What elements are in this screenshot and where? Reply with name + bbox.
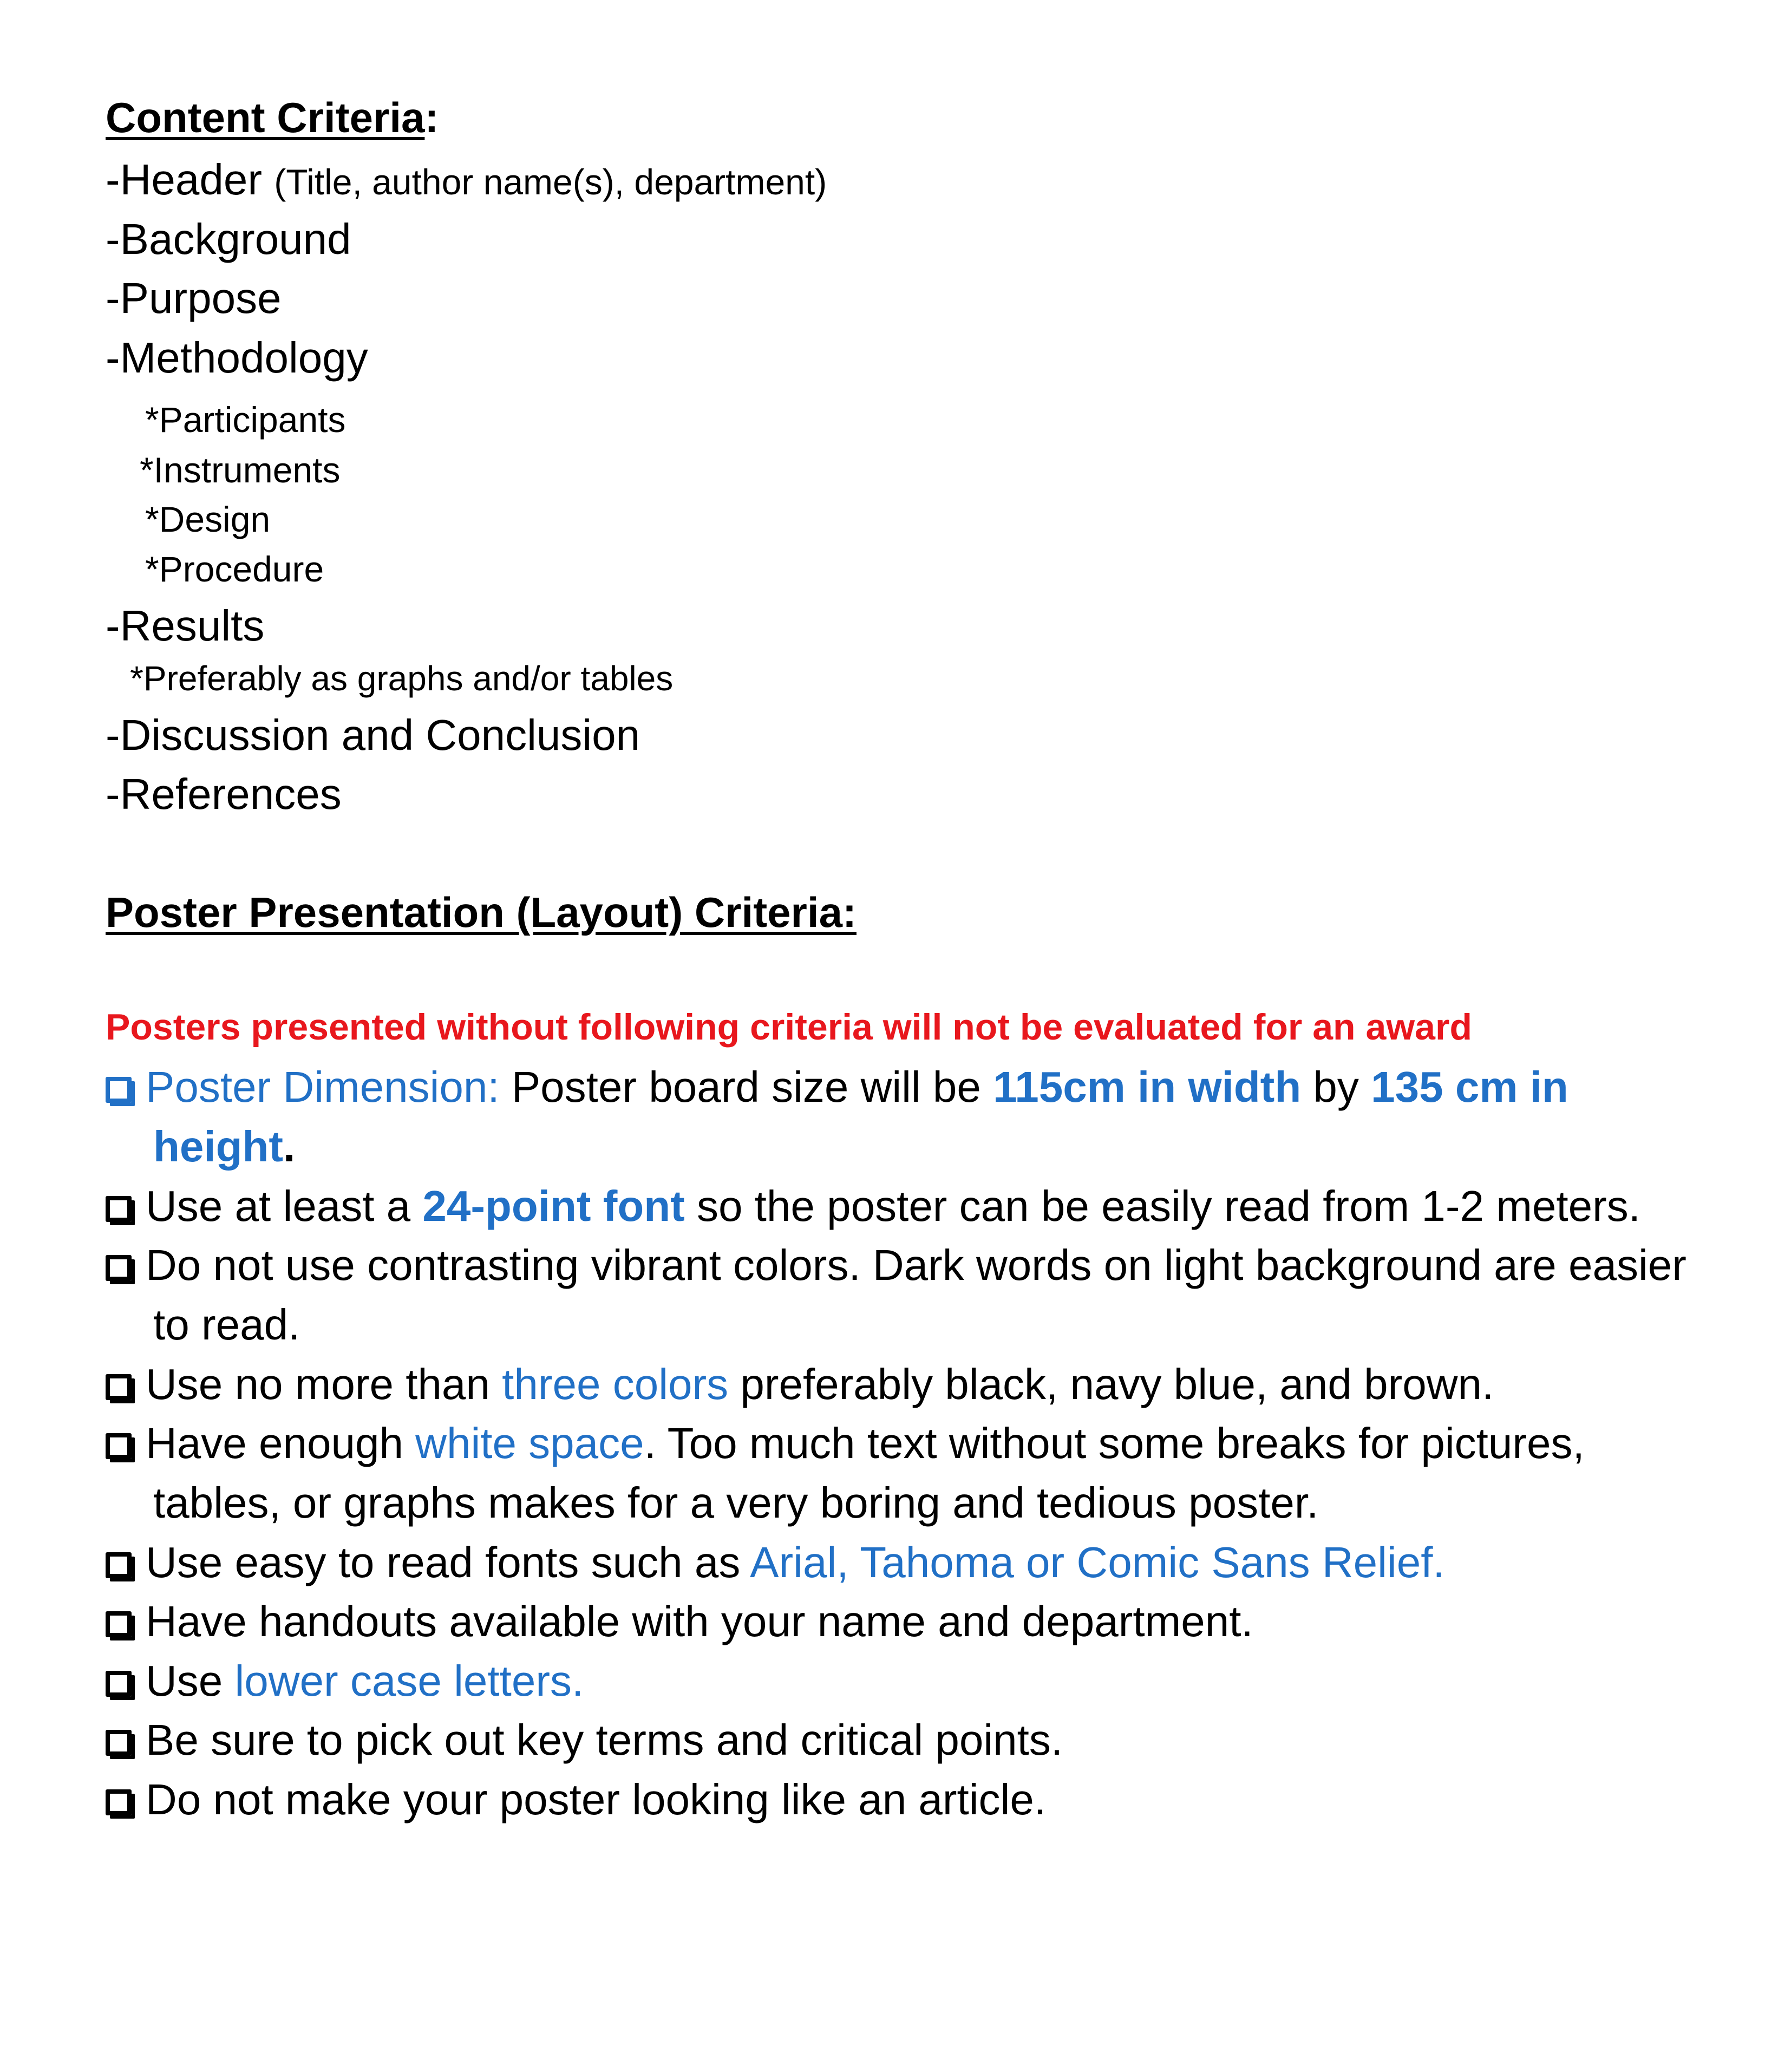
checklist-item-colors-contrast-cont: to read.	[153, 1300, 300, 1349]
checklist-item-lower-case	[106, 1656, 584, 1706]
checklist-item-white-space	[106, 1419, 1585, 1468]
criteria-item-results: -Results	[106, 602, 265, 650]
checklist-item-font-size	[106, 1181, 1640, 1231]
header-note: (Title, author name(s), department)	[274, 162, 827, 202]
dimension-text: Poster board size will be	[499, 1063, 993, 1111]
checkbox-icon[interactable]	[106, 1611, 132, 1637]
checkbox-icon[interactable]	[106, 1730, 132, 1756]
dimension-by: by	[1301, 1063, 1371, 1111]
font-size-post: so the poster can be easily read from 1-2 meters.	[684, 1182, 1640, 1230]
white-space-pre: Have enough	[146, 1419, 416, 1467]
lower-case-post: .	[571, 1657, 584, 1705]
content-criteria-heading-line	[106, 93, 439, 142]
criteria-item-background: -Background	[106, 215, 351, 263]
checklist-item-three-colors	[106, 1359, 1494, 1409]
white-space-post: . Too much text without some breaks for pictures,	[644, 1419, 1585, 1467]
checkbox-icon[interactable]	[106, 1255, 132, 1281]
checkbox-icon[interactable]	[106, 1671, 132, 1697]
checklist-item-dimension-cont	[153, 1122, 295, 1172]
font-size-highlight: 24-point font	[422, 1182, 685, 1230]
fonts-highlight: Arial, Tahoma or Comic Sans Relief	[750, 1538, 1433, 1586]
sub-item-procedure: *Procedure	[145, 549, 324, 589]
sub-item-participants: *Participants	[145, 400, 346, 440]
award-warning: Posters presented without following criteria will not be evaluated for an award	[106, 1006, 1473, 1048]
layout-criteria-heading: Poster Presentation (Layout) Criteria:	[106, 888, 857, 936]
results-note: *Preferably as graphs and/or tables	[130, 659, 674, 698]
checklist-item-handouts	[106, 1597, 1253, 1646]
criteria-item-header	[106, 155, 827, 205]
checkbox-icon[interactable]	[106, 1789, 132, 1815]
checkbox-icon[interactable]	[106, 1374, 132, 1400]
fonts-post: .	[1433, 1538, 1445, 1586]
sub-item-design: *Design	[145, 499, 271, 539]
contrast-text: Do not use contrasting vibrant colors. Dark words on light background are easier	[146, 1241, 1686, 1289]
checklist-item-article	[106, 1775, 1046, 1825]
checklist-item-dimension	[106, 1062, 1568, 1112]
checklist-item-key-terms	[106, 1715, 1063, 1765]
criteria-item-purpose: -Purpose	[106, 274, 282, 322]
criteria-item-discussion: -Discussion and Conclusion	[106, 711, 640, 759]
content-criteria-heading: Content Criteria	[106, 94, 425, 141]
lower-case-pre: Use	[146, 1657, 235, 1705]
lower-case-highlight: lower case letters	[234, 1657, 572, 1705]
heading-colon: :	[424, 94, 439, 141]
three-colors-pre: Use no more than	[146, 1360, 502, 1408]
checklist-item-colors-contrast	[106, 1240, 1686, 1290]
checkbox-icon[interactable]	[106, 1196, 132, 1222]
font-size-pre: Use at least a	[146, 1182, 423, 1230]
dimension-period: .	[283, 1122, 296, 1171]
three-colors-highlight: three colors	[502, 1360, 729, 1408]
key-terms-text: Be sure to pick out key terms and critical points.	[146, 1716, 1063, 1764]
header-label: -Header	[106, 155, 263, 204]
checklist-item-fonts	[106, 1538, 1445, 1587]
handouts-text: Have handouts available with your name and department.	[146, 1597, 1253, 1645]
white-space-highlight: white space	[415, 1419, 644, 1467]
three-colors-post: preferably black, navy blue, and brown.	[728, 1360, 1494, 1408]
article-text: Do not make your poster looking like an article.	[146, 1775, 1047, 1823]
checkbox-icon[interactable]	[106, 1077, 132, 1103]
dimension-width: 115cm in width	[993, 1063, 1302, 1111]
criteria-item-methodology: -Methodology	[106, 334, 368, 382]
checkbox-icon[interactable]	[106, 1552, 132, 1578]
checkbox-icon[interactable]	[106, 1433, 132, 1459]
criteria-item-references: -References	[106, 770, 342, 818]
sub-item-instruments: *Instruments	[140, 450, 341, 490]
dimension-height: 135 cm in	[1371, 1063, 1568, 1111]
dimension-height-cont: height	[153, 1122, 283, 1171]
dimension-label: Poster Dimension:	[146, 1063, 500, 1111]
fonts-pre: Use easy to read fonts such as	[146, 1538, 750, 1586]
checklist-item-white-space-cont: tables, or graphs makes for a very boring and tedious poster.	[153, 1479, 1319, 1527]
layout-criteria-heading-line	[106, 888, 857, 937]
